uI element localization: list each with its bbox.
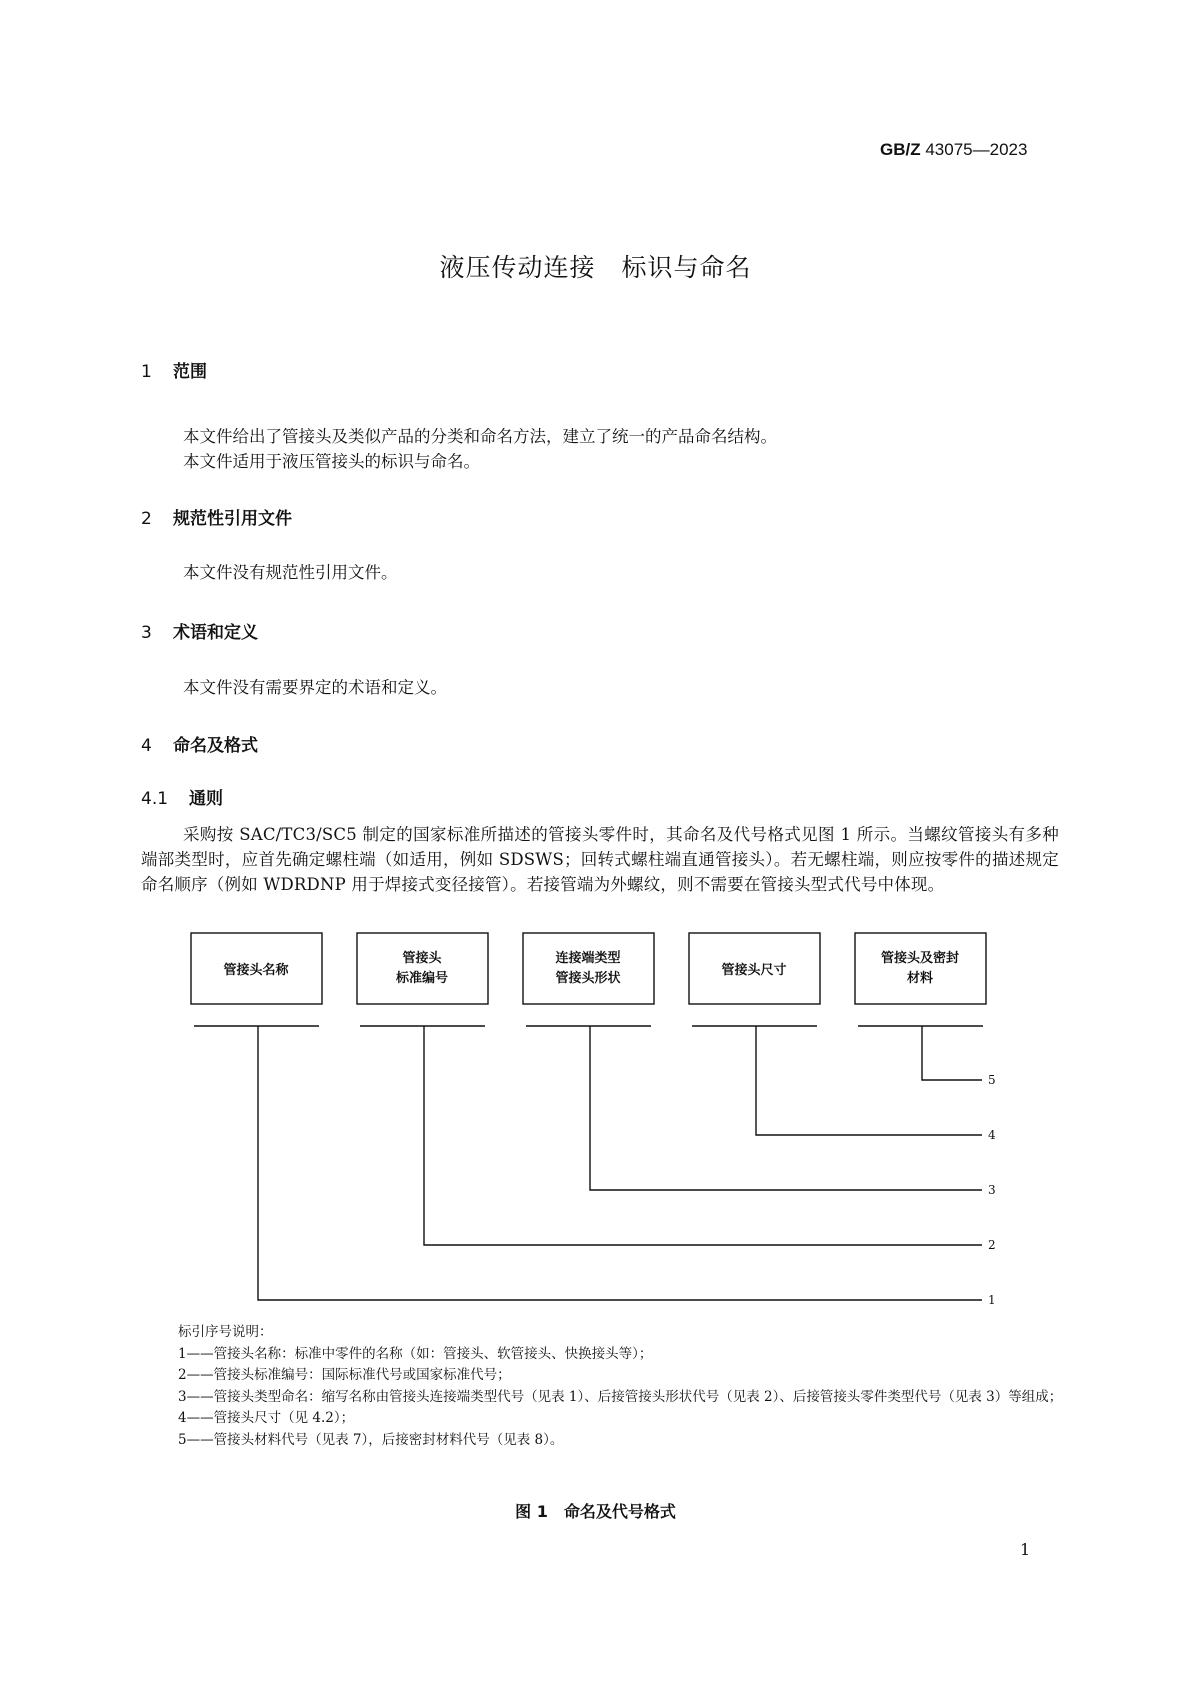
figure-caption: 图 1 命名及代号格式: [515, 1502, 676, 1521]
legend-text: 管接头材料代号（见表 7），后接密封材料代号（见表 8）。: [213, 1431, 564, 1448]
box-4-label: 管接头尺寸: [721, 963, 787, 978]
legend-key: 2——: [178, 1367, 214, 1383]
section-number: 4: [141, 736, 152, 756]
box-3-label-line2: 管接头形状: [555, 971, 621, 986]
leader-3: [590, 1026, 982, 1190]
section-number: 1: [141, 362, 152, 382]
box-material: [855, 933, 986, 1004]
section-2-paragraph: 本文件没有规范性引用文件。: [183, 563, 398, 582]
box-5-label-line1: 管接头及密封: [880, 951, 960, 966]
page-number: 1: [1020, 1540, 1031, 1559]
legend-key: 1——: [178, 1345, 214, 1362]
section-number: 2: [141, 509, 152, 529]
legend-key: 3——: [178, 1388, 214, 1405]
box-standard-number: [357, 933, 488, 1004]
leader-1: [258, 1026, 982, 1300]
document-code-prefix: GB/Z: [880, 140, 921, 159]
callout-3: 3: [988, 1183, 996, 1197]
section-title: 术语和定义: [173, 623, 258, 643]
legend-item: [178, 1344, 1078, 1366]
box-2-label-line2: 标准编号: [395, 971, 449, 986]
figure-legend: [178, 1322, 1078, 1451]
legend-text: 管接头名称：标准中零件的名称（如：管接头、软管接头、快换接头等）；: [213, 1345, 653, 1362]
legend-text: 管接头标准编号：国际标准代号或国家标准代号；: [213, 1367, 511, 1383]
section-title: 命名及格式: [173, 736, 258, 756]
document-title: 液压传动连接 标识与命名: [439, 253, 752, 282]
leader-5: [922, 1026, 982, 1080]
callout-1: 1: [988, 1293, 996, 1307]
box-end-type-shape: [523, 933, 654, 1004]
legend-item: [178, 1430, 1078, 1452]
box-1-label: 管接头名称: [223, 963, 289, 978]
legend-item: [178, 1365, 1078, 1387]
section-title: 范围: [173, 362, 207, 382]
callout-2: 2: [988, 1238, 996, 1252]
legend-item: [178, 1408, 1078, 1430]
legend-text: 管接头类型命名：缩写名称由管接头连接端类型代号（见表 1）、后接管接头形状代号（见表 2）、后接管接头零件类型代号（见表 3）等组成；: [213, 1388, 1063, 1405]
box-3-label-line1: 连接端类型: [555, 951, 621, 966]
legend-title: 标引序号说明：: [178, 1324, 273, 1340]
subsection-title: 通则: [189, 789, 223, 809]
general-rule-paragraph: 采购按 SAC/TC3/SC5 制定的国家标准所描述的管接头零件时，其命名及代号格式见图 1 所示。当螺纹管接头有多种端部类型时，应首先确定螺柱端（如适用，例如 SDSWS；回转式螺柱端直通管接头）。若无螺柱端，则应按零件的描述规定命名顺序（例如 WDRDNP 用于焊接式变径接管）。若接管端为外螺纹，则不需要在管接头型式代号中体现。: [141, 825, 1059, 894]
legend-key: 4——: [178, 1410, 214, 1426]
callout-5: 5: [988, 1073, 996, 1087]
section-3-paragraph: 本文件没有需要界定的术语和定义。: [183, 678, 447, 697]
section-number: 3: [141, 623, 152, 643]
box-2-label-line1: 管接头: [402, 951, 442, 966]
legend-item: [178, 1387, 1078, 1409]
box-5-label-line2: 材料: [906, 971, 934, 986]
document-code-number: 43075—2023: [925, 140, 1028, 159]
section-1-paragraph: 本文件给出了管接头及类似产品的分类和命名方法，建立了统一的产品命名结构。: [183, 427, 777, 446]
callout-4: 4: [988, 1128, 996, 1142]
legend-key: 5——: [178, 1431, 214, 1448]
section-1-paragraph: 本文件适用于液压管接头的标识与命名。: [183, 452, 480, 471]
subsection-number: 4.1: [141, 789, 169, 809]
legend-text: 管接头尺寸（见 4.2）；: [213, 1410, 355, 1426]
section-title: 规范性引用文件: [173, 509, 292, 529]
